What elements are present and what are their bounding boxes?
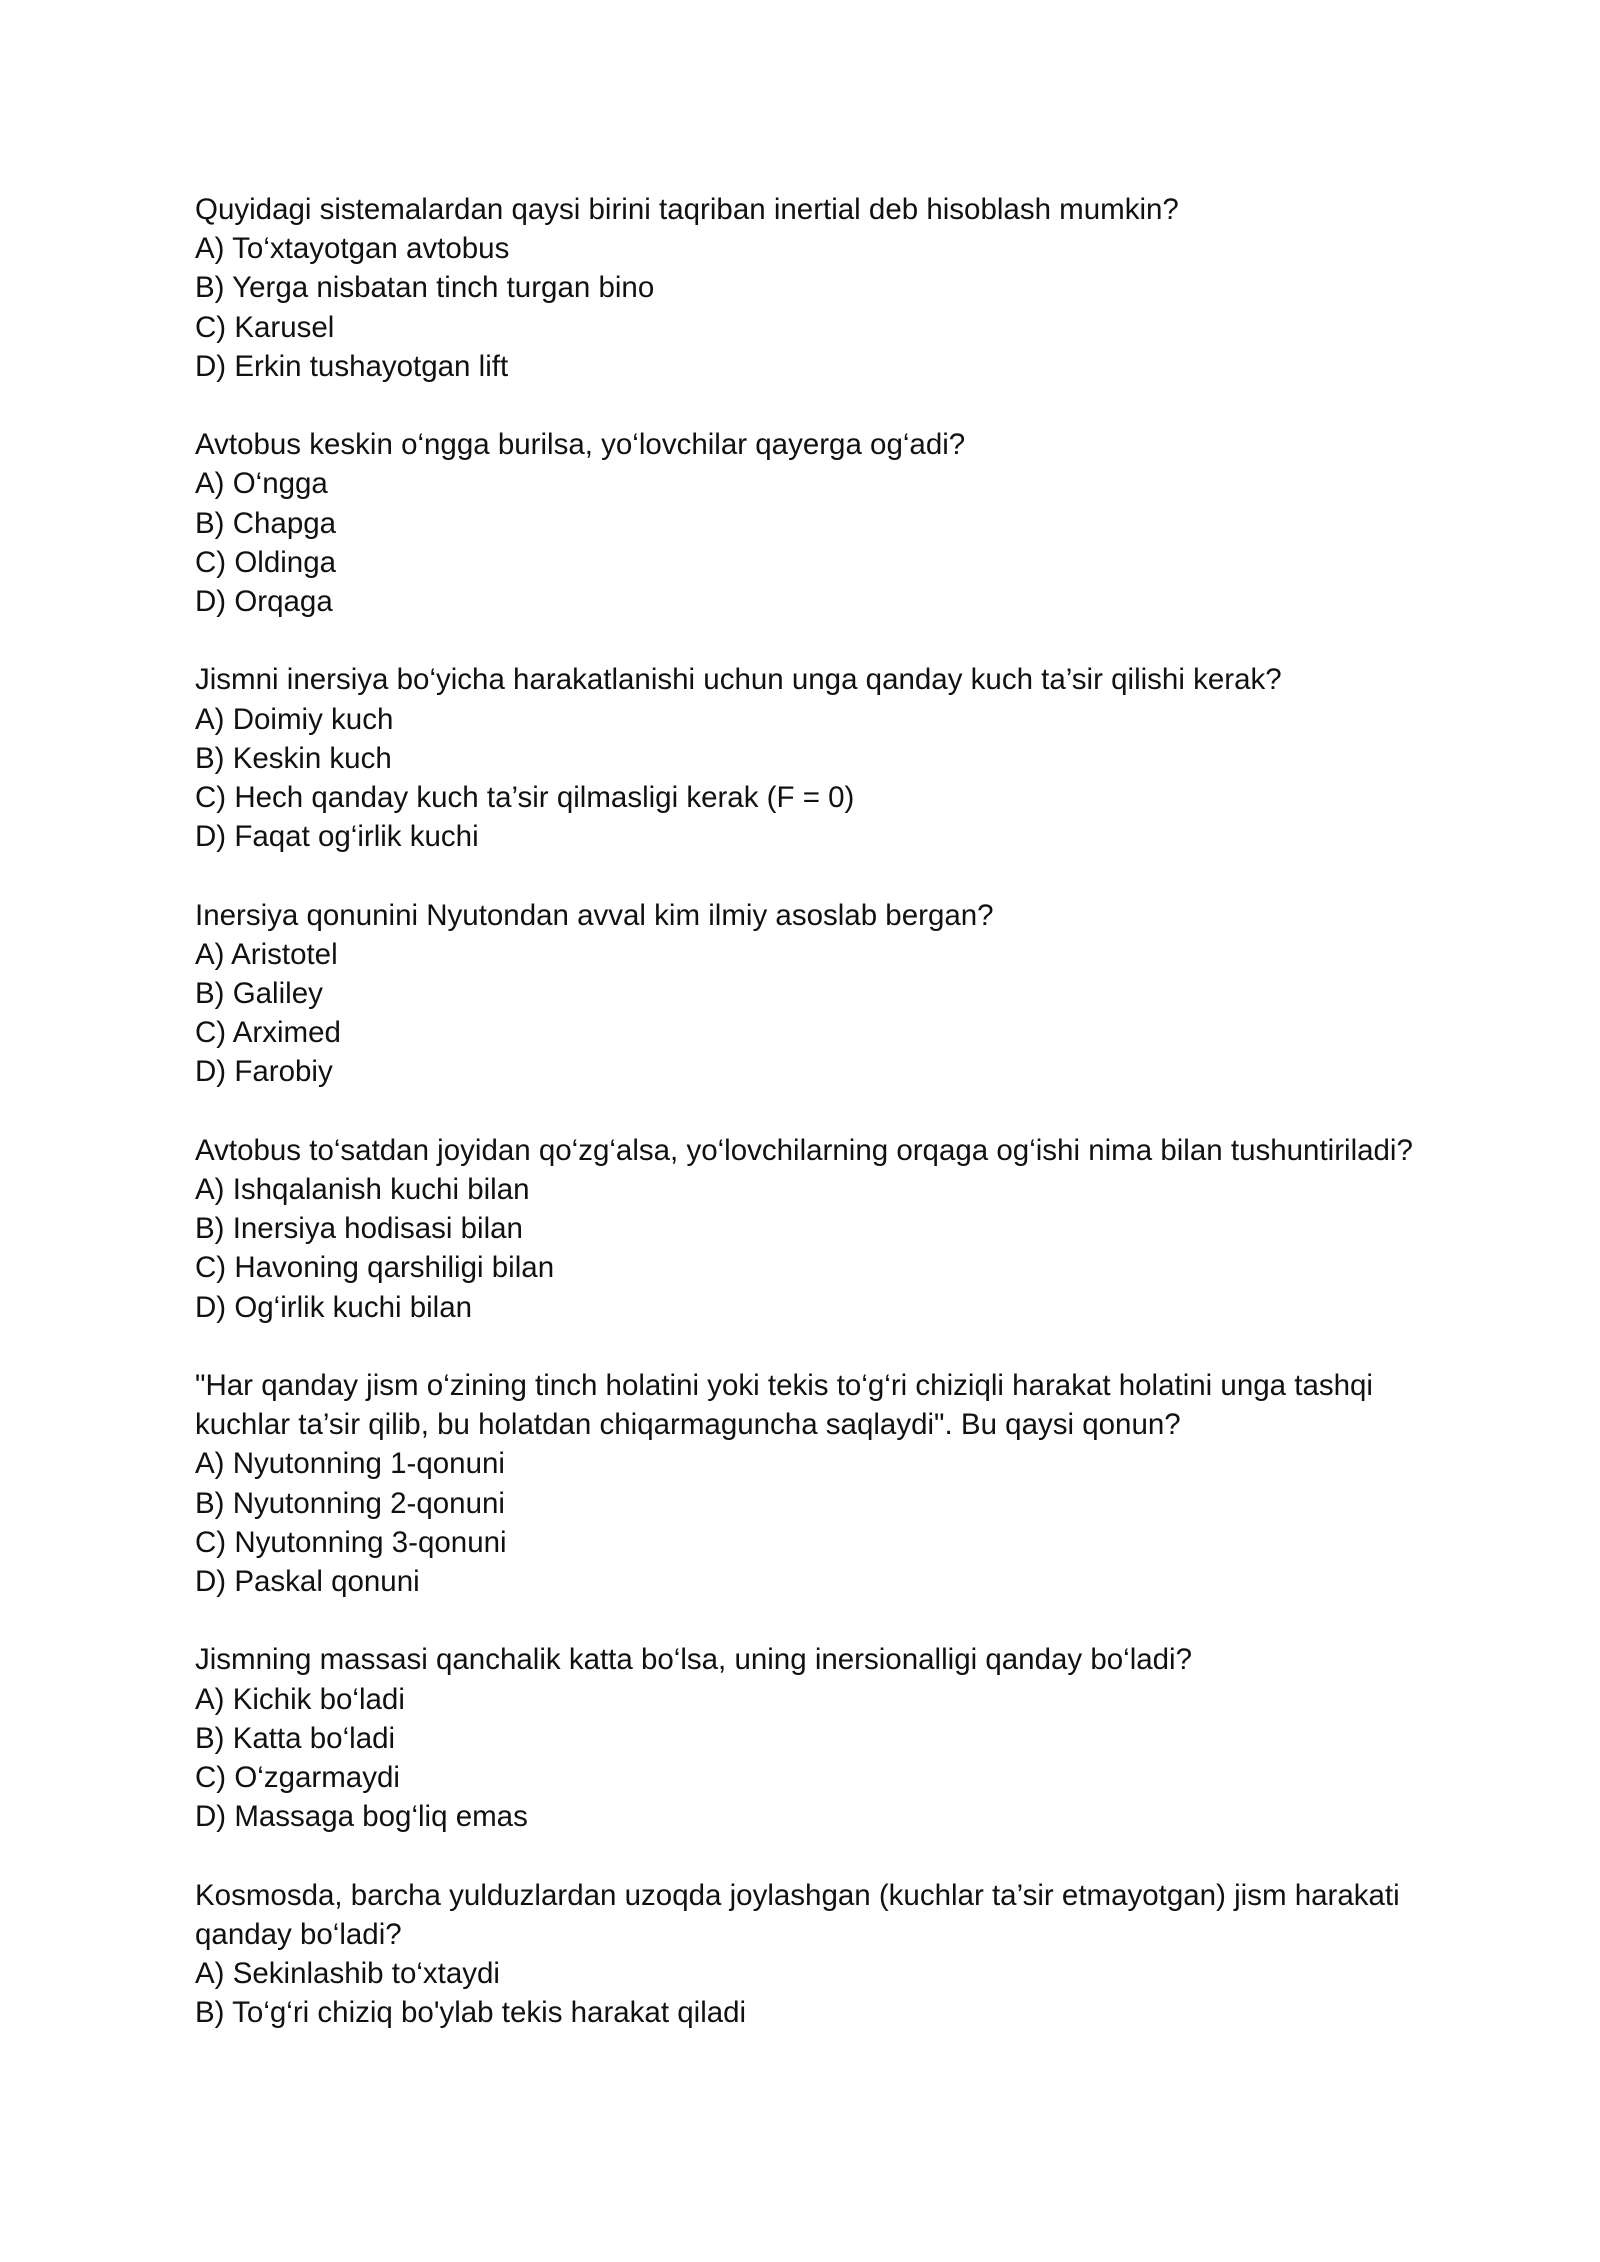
option-c: C) Oldinga bbox=[195, 545, 337, 579]
option-d: D) Faqat og‘irlik kuchi bbox=[195, 820, 479, 854]
option-d: D) Og‘irlik kuchi bilan bbox=[195, 1290, 473, 1324]
option-b: B) Nyutonning 2-qonuni bbox=[195, 1486, 505, 1520]
option-b: B) Keskin kuch bbox=[195, 741, 392, 775]
option-b: B) Inersiya hodisasi bilan bbox=[195, 1212, 523, 1246]
option-b: B) Galiley bbox=[195, 977, 323, 1011]
option-d: D) Orqaga bbox=[195, 585, 333, 619]
question-text: Kosmosda, barcha yulduzlardan uzoqda joylashgan (kuchlar ta’sir etmayotgan) jism harakati qanday bo‘ladi? bbox=[195, 1878, 1400, 1951]
question-block-7 bbox=[195, 1640, 1425, 1836]
option-b: B) To‘g‘ri chiziq bo'ylab tekis harakat qiladi bbox=[195, 1996, 747, 2030]
question-text: Jismni inersiya bo‘yicha harakatlanishi uchun unga qanday kuch ta’sir qilishi kerak? bbox=[195, 663, 1282, 697]
question-text: Avtobus to‘satdan joyidan qo‘zg‘alsa, yo‘lovchilarning orqaga og‘ishi nima bilan tushuntiriladi? bbox=[195, 1133, 1413, 1167]
option-a: A) To‘xtayotgan avtobus bbox=[195, 232, 510, 266]
option-a: A) Aristotel bbox=[195, 937, 338, 971]
question-block-4 bbox=[195, 896, 1425, 1092]
question-text: "Har qanday jism o‘zining tinch holatini yoki tekis to‘g‘ri chiziqli harakat holatini unga tashqi kuchlar ta’sir qilib, bu holatdan chiqarmaguncha saqlaydi". Bu qaysi qonun? bbox=[195, 1369, 1373, 1442]
question-block-2 bbox=[195, 425, 1425, 621]
option-c: C) Havoning qarshiligi bilan bbox=[195, 1251, 555, 1285]
question-text: Avtobus keskin o‘ngga burilsa, yo‘lovchilar qayerga og‘adi? bbox=[195, 428, 966, 462]
option-a: A) Doimiy kuch bbox=[195, 702, 394, 736]
quiz-content bbox=[195, 190, 1425, 2072]
option-b: B) Chapga bbox=[195, 506, 337, 540]
option-c: C) Hech qanday kuch ta’sir qilmasligi kerak (F = 0) bbox=[195, 781, 855, 815]
option-c: C) Arximed bbox=[195, 1016, 341, 1050]
option-a: A) Sekinlashib to‘xtaydi bbox=[195, 1957, 500, 1991]
option-d: D) Paskal qonuni bbox=[195, 1565, 420, 1599]
question-block-8 bbox=[195, 1876, 1425, 2033]
option-a: A) Ishqalanish kuchi bilan bbox=[195, 1173, 530, 1207]
option-c: C) Nyutonning 3-qonuni bbox=[195, 1525, 507, 1559]
option-b: B) Yerga nisbatan tinch turgan bino bbox=[195, 271, 655, 305]
option-a: A) Nyutonning 1-qonuni bbox=[195, 1447, 505, 1481]
question-block-6 bbox=[195, 1366, 1425, 1601]
question-block-1 bbox=[195, 190, 1425, 386]
question-block-3 bbox=[195, 660, 1425, 856]
option-a: A) Kichik bo‘ladi bbox=[195, 1682, 405, 1716]
option-b: B) Katta bo‘ladi bbox=[195, 1721, 396, 1755]
option-d: D) Erkin tushayotgan lift bbox=[195, 349, 509, 383]
question-text: Inersiya qonunini Nyutondan avval kim ilmiy asoslab bergan? bbox=[195, 898, 994, 932]
question-block-5 bbox=[195, 1131, 1425, 1327]
option-d: D) Massaga bog‘liq emas bbox=[195, 1800, 528, 1834]
option-d: D) Farobiy bbox=[195, 1055, 333, 1089]
option-a: A) O‘ngga bbox=[195, 467, 328, 501]
option-c: C) Karusel bbox=[195, 310, 335, 344]
option-c: C) O‘zgarmaydi bbox=[195, 1761, 400, 1795]
question-text: Jismning massasi qanchalik katta bo‘lsa, uning inersionalligi qanday bo‘ladi? bbox=[195, 1643, 1193, 1677]
question-text: Quyidagi sistemalardan qaysi birini taqriban inertial deb hisoblash mumkin? bbox=[195, 193, 1179, 226]
